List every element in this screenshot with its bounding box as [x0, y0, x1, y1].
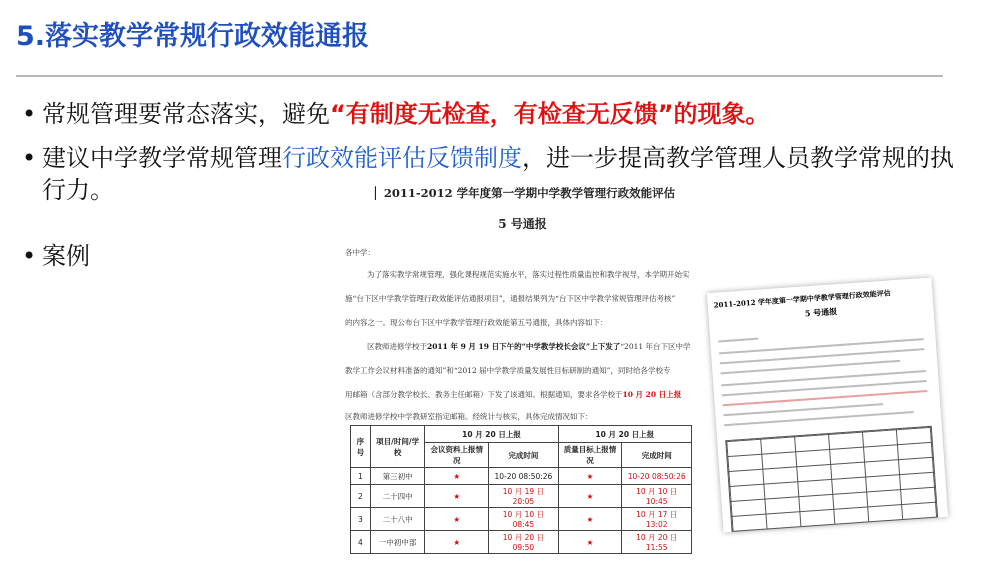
bullet-dot-icon: • [22, 144, 37, 172]
table-header-group2: 10 月 20 日上报 [558, 426, 691, 443]
thumbnail-text-line [718, 338, 758, 343]
thumbnail-table [725, 426, 938, 532]
tilted-document-thumbnail [707, 277, 948, 532]
document-greeting: 各中学： [345, 248, 375, 257]
table-row: 1 第三初中 ★ 10-20 08:50:26 ★ 10-20 08:50:26 [351, 468, 692, 485]
thumbnail-subtitle: 5 号通报 [804, 306, 838, 319]
document-table [350, 425, 692, 554]
table-row: 2 二十四中 ★ 10 月 19 日 20:05 ★ 10 月 10 日 10:45 [351, 485, 692, 508]
bullet-dot-icon: • [22, 100, 37, 128]
bullet-item-1 [22, 98, 770, 130]
slide-title: 5.落实教学常规行政效能通报 [16, 21, 370, 52]
bullet-item-3 [22, 240, 90, 272]
bullet-3-text: 案例 [42, 242, 90, 270]
bullet-2-highlight: 行政效能评估反馈制度 [282, 144, 522, 172]
bullet-2-suffix: ，进一步提高教学管理人员教学常规的执行力。 [42, 144, 954, 204]
table-header-c3: 质量目标上报情况 [558, 443, 622, 468]
document-para2-line1: 区教师进修学校于2011 年 9 月 19 日下午的“中学教学校长会议”上下发了“2011 年台下区中学 [367, 342, 691, 351]
star-icon: ★ [558, 468, 622, 485]
document-para1-line2: 施“台下区中学教学管理行政效能评估通报项目”，通报结果列为“台下区中学教学常规管理评估考核” [345, 294, 676, 303]
star-icon: ★ [425, 485, 489, 508]
document-para2-line2: 教学工作会议材料准备的通知”和“2012 届中学教学质量发展性目标研制的通知”，同时给各学校专 [345, 366, 671, 375]
star-icon: ★ [425, 531, 489, 554]
bullet-dot-icon: • [22, 242, 37, 270]
case-document-scan [345, 185, 700, 552]
table-header-c1: 会议资料上报情况 [425, 443, 489, 468]
document-title: ▏2011-2012 学年度第一学期中学教学管理行政效能评估 [375, 186, 676, 200]
document-para2-line4: 区教师进修学校中学教研室指定邮箱。经统计与核实，具体完成情况如下： [345, 412, 593, 421]
table-header-school: 项目/时间/学校 [370, 426, 425, 468]
star-icon: ★ [425, 508, 489, 531]
table-row: 4 一中初中部 ★ 10 月 20 日 09:50 ★ 10 月 20 日 11:55 [351, 531, 692, 554]
title-divider [16, 75, 943, 77]
document-para1-line3: 的内容之一。现公布台下区中学教学管理行政效能第五号通报，具体内容如下： [345, 318, 608, 327]
table-row: 3 二十八中 ★ 10 月 10 日 08:45 ★ 10 月 17 日 13:02 [351, 508, 692, 531]
document-subtitle: 5 号通报 [498, 217, 547, 231]
bullet-2-prefix: 建议中学教学常规管理 [42, 144, 282, 172]
star-icon: ★ [558, 485, 622, 508]
thumbnail-title: 2011-2012 学年度第一学期中学教学管理行政效能评估 [713, 288, 891, 310]
star-icon: ★ [558, 531, 622, 554]
bullet-1-text: 常规管理要常态落实，避免 [42, 100, 330, 128]
table-header-c2: 完成时间 [489, 443, 559, 468]
bullet-1-highlight: “有制度无检查，有检查无反馈”的现象。 [330, 100, 770, 128]
table-header-group1: 10 月 20 日上报 [425, 426, 558, 443]
star-icon: ★ [558, 508, 622, 531]
table-header-c4: 完成时间 [622, 443, 692, 468]
star-icon: ★ [425, 468, 489, 485]
document-para1-line1: 为了落实教学常规管理，强化课程规范实施水平，落实过程性质量监控和教学视导，本学期开始实 [367, 270, 690, 279]
table-header-no: 序号 [351, 426, 371, 468]
document-para2-line3: 用邮箱（含部分教学校长、教务主任邮箱）下发了该通知。根据通知，要求各学校于10 月 20 日上报 [345, 390, 682, 399]
